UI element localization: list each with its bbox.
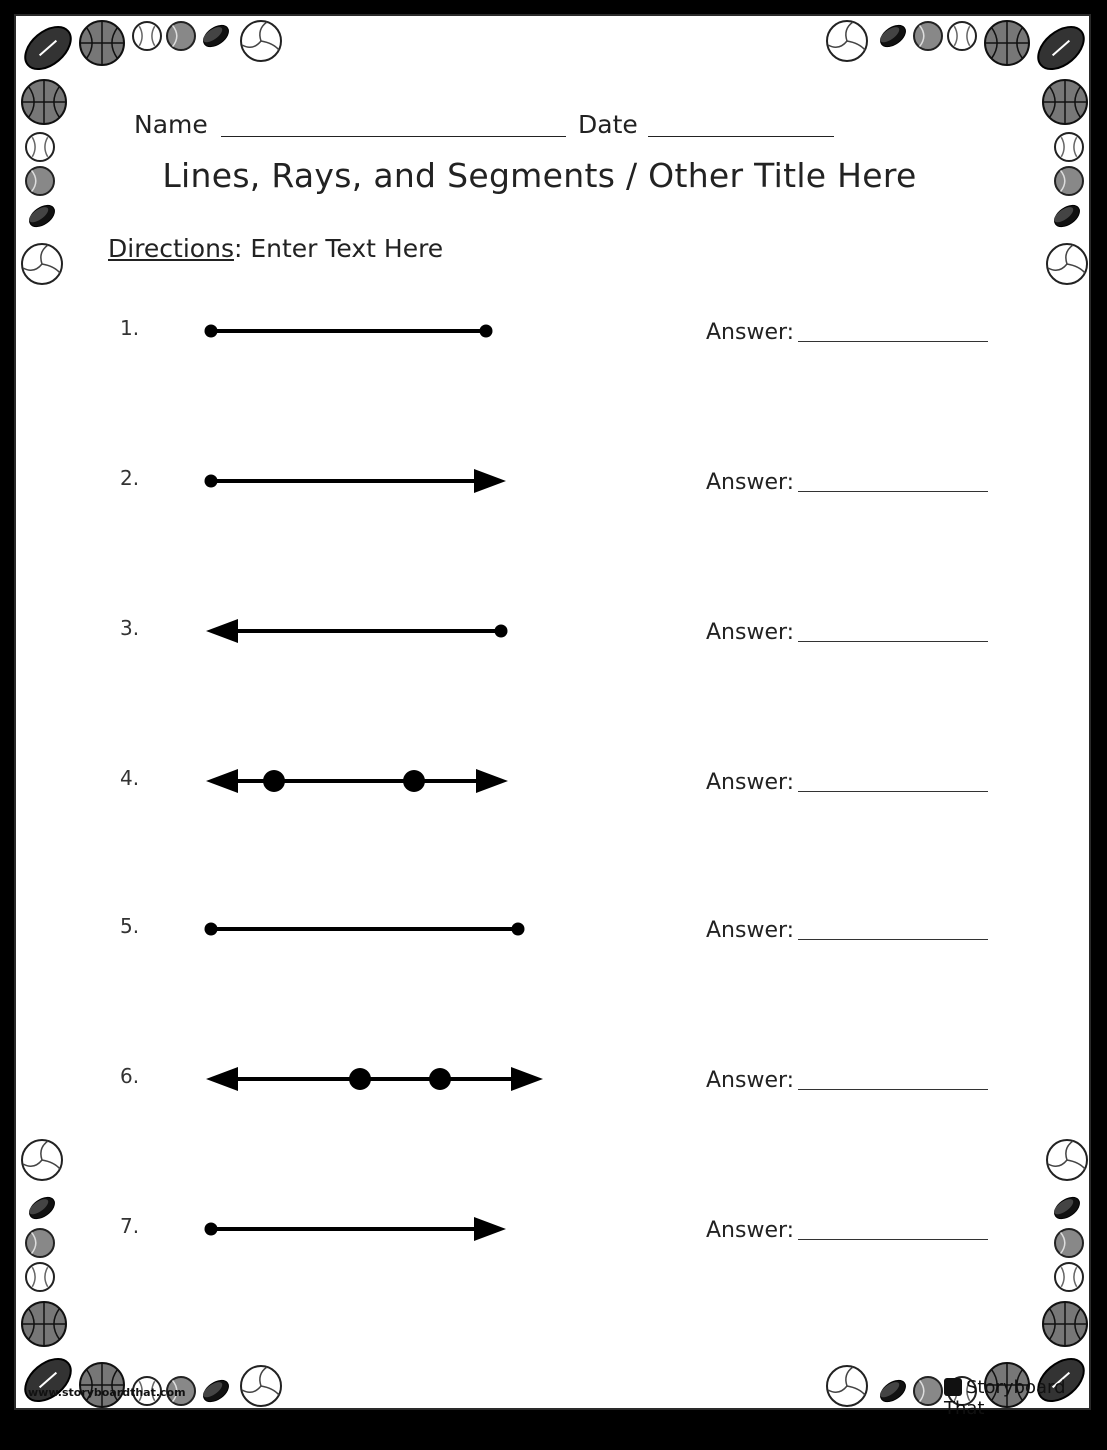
- watermark-brand-text: Storyboard That: [944, 1377, 1066, 1419]
- answer-label: Answer:: [706, 620, 795, 645]
- endpoint-dot: [205, 475, 218, 488]
- question-number: 1.: [120, 316, 140, 340]
- watermark-brand: [944, 1377, 1089, 1419]
- figure-line-two-points: [206, 1067, 543, 1091]
- endpoint-dot: [205, 923, 218, 936]
- figure-ray-right: [205, 469, 507, 493]
- worksheet-title: Lines, Rays, and Segments / Other Title Here: [162, 156, 917, 195]
- answer-field-line[interactable]: [798, 1239, 988, 1240]
- arrowhead-right-icon: [474, 469, 506, 493]
- directions-label: Directions: [108, 234, 234, 263]
- answer-label: Answer:: [706, 770, 795, 795]
- storyboard-logo-icon: [944, 1378, 962, 1396]
- answer-field-line[interactable]: [798, 341, 988, 342]
- date-label: Date: [578, 110, 638, 139]
- directions-text: : Enter Text Here: [233, 234, 444, 263]
- figure-ray-right: [205, 1217, 507, 1241]
- figure-ray-left: [206, 619, 508, 643]
- endpoint-dot: [205, 1223, 218, 1236]
- question-number: 3.: [120, 616, 140, 640]
- figure-segment: [205, 923, 525, 936]
- answer-field-line[interactable]: [798, 791, 988, 792]
- question-number: 7.: [120, 1214, 140, 1238]
- answer-label: Answer:: [706, 320, 795, 345]
- answer-label: Answer:: [706, 1218, 795, 1243]
- endpoint-dot: [205, 325, 218, 338]
- name-field-line[interactable]: [221, 136, 566, 137]
- answer-label: Answer:: [706, 470, 795, 495]
- question-number: 6.: [120, 1064, 140, 1088]
- answer-field-line[interactable]: [798, 491, 988, 492]
- point-dot: [263, 770, 285, 792]
- arrowhead-right-icon: [474, 1217, 506, 1241]
- question-number: 4.: [120, 766, 140, 790]
- endpoint-dot: [495, 625, 508, 638]
- watermark-url: www.storyboardthat.com: [28, 1386, 186, 1399]
- point-dot: [403, 770, 425, 792]
- question-number: 2.: [120, 466, 140, 490]
- name-label: Name: [134, 110, 208, 139]
- arrowhead-left-icon: [206, 769, 238, 793]
- answer-label: Answer:: [706, 918, 795, 943]
- arrowhead-right-icon: [476, 769, 508, 793]
- arrowhead-left-icon: [206, 1067, 238, 1091]
- arrowhead-left-icon: [206, 619, 238, 643]
- point-dot: [429, 1068, 451, 1090]
- answer-field-line[interactable]: [798, 1089, 988, 1090]
- answer-field-line[interactable]: [798, 939, 988, 940]
- question-number: 5.: [120, 914, 140, 938]
- figures-layer: [16, 16, 1093, 1412]
- endpoint-dot: [512, 923, 525, 936]
- directions: [108, 234, 443, 263]
- figure-segment: [205, 325, 493, 338]
- point-dot: [349, 1068, 371, 1090]
- figure-line-two-points: [206, 769, 508, 793]
- date-field-line[interactable]: [648, 136, 834, 137]
- worksheet-page: [14, 14, 1091, 1419]
- answer-label: Answer:: [706, 1068, 795, 1093]
- endpoint-dot: [480, 325, 493, 338]
- answer-field-line[interactable]: [798, 641, 988, 642]
- arrowhead-right-icon: [511, 1067, 543, 1091]
